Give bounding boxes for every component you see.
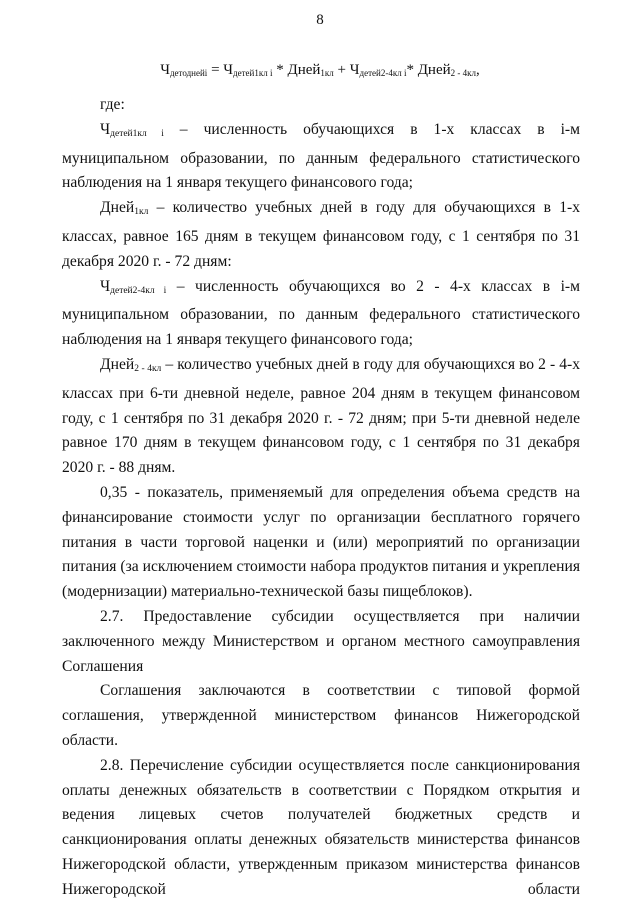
definition-days-grade1: Дней$_{1кл}$ – количество учебных дней в году для обучающихся в 1-х классах, равное 165 дням в текущем финансовом году, с 1 сентября по 31 декабря 2020 г. - 72 дням: (62, 199, 580, 270)
formula-term3: $Ч_{детей2-4кл i}$ (349, 62, 407, 78)
formula-term4: Дней$_{2 - 4кл}$ (417, 62, 477, 78)
formula-lhs: $Ч_{детоднейi}$ (160, 62, 208, 78)
definition-children-grade1: $Ч_{детей1кл i}$ – численность обучающихся в 1-х классах в i-м муниципальном образовании, по данным федерального статистического наблюдения на 1 января текущего финансового года; (62, 120, 580, 192)
paragraph-coefficient-035: 0,35 - показатель, применяемый для определения объема средств на финансирование стоимости услуг по организации бесплатного горячего питания в части торговой наценки и (или) мероприятий по организации питания (за исключением стоимости набора продуктов питания и укрепления (модернизации) материально-технической базы пищеблоков). (62, 483, 580, 601)
formula (0, 62, 640, 79)
paragraph-2-7: 2.7. Предоставление субсидии осуществляется при наличии заключенного между Министерством и органом местного самоуправления Соглашения (62, 607, 580, 675)
definitions-intro: где: (100, 96, 125, 113)
formula-op3: * (406, 62, 414, 78)
page-number: 8 (316, 12, 324, 28)
formula-tail: , (476, 62, 480, 78)
formula-op2: + (337, 62, 347, 78)
formula-op1: * (276, 62, 284, 78)
formula-term2: Дней$_{1кл}$ (287, 62, 334, 78)
formula-eq: = (211, 62, 220, 78)
paragraph-2-8: 2.8. Перечисление субсидии осуществляется после санкционирования оплаты денежных обязательств в соответствии с Порядком открытия и ведения лицевых счетов получателей бюджетных средств и санкционирования оплаты денежных обязательств министерства финансов Нижегородской области, утвержденным приказом министерства финансов Нижегородской области (62, 756, 580, 898)
definition-days-grade2-4: Дней$_{2 - 4кл}$ – количество учебных дней в году для обучающихся во 2 - 4-х классах при 6-ти дневной неделе, равное 204 дням в текущем финансовом году, с 1 сентября по 31 декабря 2020 г. - 72 дням; при 5-ти дневной неделе равное 170 дням в текущем финансовом году, с 1 сентября по 31 декабря 2020 г. - 88 дням. (62, 355, 580, 477)
paragraph-2-7-agreements: Соглашения заключаются в соответствии с типовой формой соглашения, утвержденной министерством финансов Нижегородской области. (62, 682, 580, 749)
formula-term1: $Ч_{детей1кл i}$ (223, 62, 273, 78)
definition-children-grade2-4: $Ч_{детей2-4кл i}$ – численность обучающихся во 2 - 4-х классах в i-м муниципальном образовании, по данным федерального статистического наблюдения на 1 января текущего финансового года; (62, 277, 580, 349)
body-text (62, 93, 580, 903)
